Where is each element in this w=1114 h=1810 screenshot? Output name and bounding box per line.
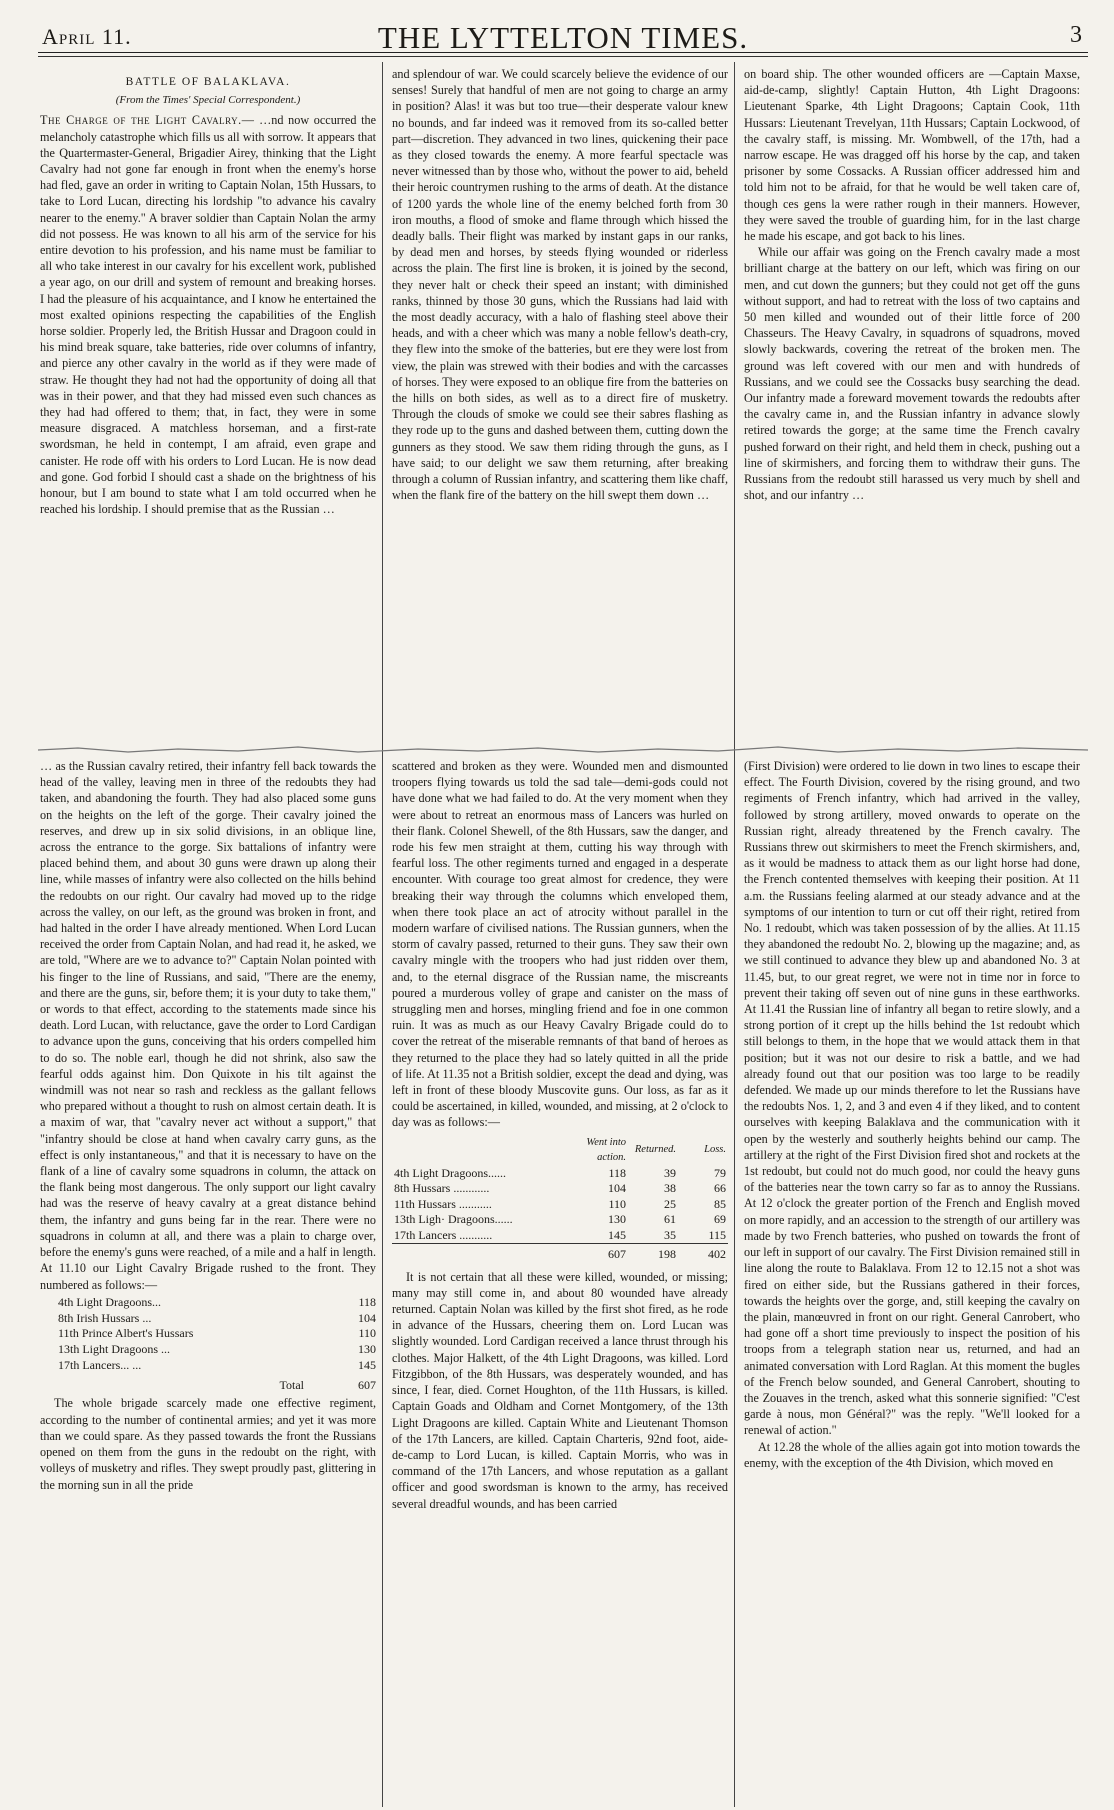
page-tear — [38, 744, 1088, 756]
table-row — [392, 1212, 728, 1228]
loss: 79 — [714, 1165, 726, 1180]
unit-count: 145 — [358, 1357, 376, 1372]
newspaper-title: THE LYTTELTON TIMES. — [377, 20, 749, 55]
table-row — [392, 1228, 728, 1244]
column-2-bottom — [392, 758, 728, 1804]
unit-count: 110 — [358, 1326, 376, 1341]
loss: 66 — [714, 1181, 726, 1196]
list-item — [40, 1326, 376, 1342]
total-returned: 198 — [628, 1244, 678, 1263]
column-header: Went into action. — [586, 1136, 626, 1164]
went-into-action: 130 — [608, 1212, 626, 1227]
returned: 61 — [664, 1212, 676, 1227]
paragraph: … as the Russian cavalry retired, their infantry fell back towards the head of the valley, leaving men in three of the redoubts they had taken, and abandoning the fourth. They had also placed some guns on the heights on the left of the gorge. Their cavalry joined the reserves, and drew up in six solid divisions, in an oblique line, across the entrance to the gorge. Six battalions of infantry were placed behind them, and about 30 guns were drawn up along their line, while masses of infantry were also collected on the hills behind the redoubts on our right. Our cavalry had moved up to the ridge across the valley, on our left, as the ground was broken in front, and had halted in the order I have already mentioned. When Lord Lucan received the order from Captain Nolan, and had read it, he asked, we are told, "Where are we to advance to?" Captain Nolan pointed with his finger to the line of Russians, and said, "There are the enemy, and there are the guns, sir, before them; it is your duty to take them," or words to that effect, according to the statements made since his death. Lord Lucan, with reluctance, gave the order to Lord Cardigan to advance upon the guns, conceiving that his orders compelled him to do so. The noble earl, though he did not shrink, also saw the fearful odds against him. Don Quixote in his tilt against the windmill was not near so rash and reckless as the gallant fellows who prepared without a thought to rush on almost certain death. It is a maxim of war, that "cavalry never act without a support," that "infantry should be close at hand when cavalry carry guns, as the effect is only instantaneous," and that it is necessary to have on the flank of a line of cavalry some squadrons in column, the attack on the flank being most dangerous. The only support our light cavalry had was the reserve of heavy cavalry at a great distance behind them, the infantry and guns being far in the rear. There were no squadrons in column at all, and there was a plain to charge over, before the enemy's guns were reached, of a mile and a half in length. At 11.10 our Light Cavalry Brigade rushed to the front. They numbered as follows:— — [40, 759, 376, 1292]
page-number: 3 — [1070, 22, 1082, 48]
column-3-top — [744, 66, 1080, 742]
paragraph: (First Division) were ordered to lie down in two lines to escape their effect. The Fourth Division, covered by the rising ground, and two regiments of French infantry, which had arrived in the valley, followed by strong artillery, moved onwards to operate on the Russian right, already threatened by the French cavalry. The Russians threw out skirmishers to meet the French skirmishers, and, as it would be madness to attack them as our light horse had done, the French contented themselves with keeping their position. At 11 a.m. the Russians feeling alarmed at our steady advance and at the symptoms of our intention to turn or cut off their right, retired from No. 1 redoubt, which was taken possession of by the allies. At 11.15 they abandoned the redoubt No. 2, blowing up the magazine; and, as we still continued to advance they blew up and abandoned No. 3 at 11.45, but, to our great regret, we were not in time nor in force to prevent their taking off seven out of nine guns in these earthworks. At 11.41 the Russian line of infantry all began to retire slowly, and a strong portion of it crept up the hills behind the 1st redoubt which still belongs to them, in the hope that we would attack them in that position; but it was not our desire to risk a battle, and we had already found out that our position was too large to be readily defended. We made up our minds therefore to let the Russians have the redoubts Nos. 1, 2, and 3 and even 4 if they liked, and to content ourselves with keeping Balaklava and the communication with it open by the westerly and southerly heights behind our camp. The artillery at the right of the First Division fired shot and rockets at the 1st redoubt, but could not do much good, nor could the heavy guns of the batteries near the town carry so far as to annoy the Russians. At 12 o'clock the greater portion of the French and English moved on more rapidly, and an accession to the strength of our artillery was made by two French batteries, who pushed on towards the front of our left in support of our cavalry. The First Division remained still in line along the route to Balaklava. From 12 to 12.15 not a shot was fired on either side, but the Russians gathered in their forces, towards the heights over the gorge, and, still keeping the cavalry on the plain, manœuvred in front on our right. General Canrobert, who had gone off a short time previously to inspect the position of his troops from a telegraph station near us, returned, and had an animated conversation with Lord Raglan. At this moment the bugles of the French below sounded, and General Canrobert, shouting to the Zouaves in the trench, asked what this sonnerie signified: "C'est garde à nous, mon Général?" was the reply. "We'll looked for a renewal of action." — [744, 759, 1080, 1438]
table-row — [392, 1181, 728, 1197]
paragraph: scattered and broken as they were. Wounded men and dismounted troopers flying towards us told the sad tale—demi-gods could not have done what we had failed to do. At the very moment when they were about to retreat an enormous mass of Lancers was hurled on their flank. Colonel Shewell, of the 8th Hussars, saw the danger, and rode his few men straight at them, cutting his way through with fearful loss. The other regiments turned and engaged in a desperate encounter. With courage too great almost for credence, they were breaking their way through the columns which enveloped them, when there took place an act of atrocity without parallel in the modern warfare of civilised nations. The Russian gunners, when the storm of cavalry passed, returned to their guns. They saw their own cavalry mingle with the troopers who had just ridden over them, and, to the eternal disgrace of the Russian name, the miscreants poured a murderous volley of grape and canister on the mass of struggling men and horses, mingling friend and foe in one common ruin. It was as much as our Heavy Cavalry Brigade could do to cover the retreat of the miserable remnants of that band of heroes as they returned to the place they had so lately quitted in all the pride of life. At 11.35 not a British soldier, except the dead and dying, was left in front of these bloody Muscovite guns. Our loss, as far as it could be ascertained, in killed, wounded, and missing, at 2 o'clock to day was as follows:— — [392, 759, 728, 1130]
unit-name: 11th Hussars ........... — [394, 1196, 492, 1211]
column-3-bottom — [744, 758, 1080, 1804]
total-row — [40, 1374, 376, 1394]
loss: 69 — [714, 1212, 726, 1227]
list-item — [40, 1295, 376, 1311]
totals-row — [392, 1244, 728, 1263]
loss: 115 — [708, 1227, 726, 1242]
totals-spacer — [392, 1244, 578, 1263]
returned: 25 — [664, 1196, 676, 1211]
paragraph: The whole brigade scarcely made one effective regiment, according to the number of continental armies; and yet it was more than we could spare. As they passed towards the front the Russians opened on them from the guns in the redoubt on the right, with volleys of musketry and rifles. They swept proudly past, glittering in the morning sun in all the pride — [40, 1396, 376, 1492]
loss-table — [392, 1135, 728, 1263]
unit-name: 8th Hussars ............ — [394, 1181, 490, 1196]
unit-count: 118 — [358, 1294, 376, 1309]
paragraph: and splendour of war. We could scarcely believe the evidence of our senses! Surely that handful of men are not going to charge an army in position? Alas! it was but too true—their desperate valour knew no bounds, and far indeed was it removed from its so-called better part—discretion. They advanced in two lines, quickening their pace as they closed towards the enemy. A more fearful spectacle was never witnessed than by those who, without the power to aid, beheld their heroic countrymen rushing to the arms of death. At the distance of 1200 yards the whole line of the enemy belched forth from 30 iron mouths, a flood of smoke and flame through which hissed the deadly balls. Their flight was marked by instant gaps in our ranks, by dead men and horses, by steeds flying wounded or riderless across the plain. The first line is broken, it is joined by the second, they never halt or check their speed an instant; with diminished ranks, thinned by those 30 guns, which the Russians had laid with the most deadly accuracy, with a halo of flashing steel above their heads, and with a cheer which was many a noble fellow's death-cry, they flew into the smoke of the batteries, but ere they were lost from view, the plain was strewed with their bodies and with the carcasses of horses. They were exposed to an oblique fire from the batteries on the hills on both sides, as well as to a direct fire of musketry. Through the clouds of smoke we could see their sabres flashing as they rode up to the guns and dashed between them, cutting down the gunners as they stood. We saw them riding through the guns, as I have said; to our delight we saw them returning, after breaking through a column of Russian infantry, and scattering them like chaff, when the flank fire of the battery on the hill swept them down … — [392, 67, 728, 503]
unit-count: 130 — [358, 1342, 376, 1357]
paragraph-text: …nd now occurred the melancholy catastrophe which fills us all with sorrow. It appears that the Quartermaster-General, Brigadier Airey, thinking that the Light Cavalry had not gone far enough in front when the enemy's horse had fled, gave an order in writing to Captain Nolan, 15th Hussars, to take to Lord Lucan, directing his lordship "to advance his cavalry nearer to the enemy." A braver soldier than Captain Nolan the army did not possess. He was known to all his arm of the service for his entire devotion to his profession, and his name must be familiar to all who take interest in our cavalry for his excellent work, published a year ago, on our drill and system of remount and breaking horses. I had the pleasure of his acquaintance, and I know he entertained the most exalted opinions respecting the capabilities of the English horse soldier. Properly led, the British Hussar and Dragoon could in his mind break square, take batteries, ride over columns of infantry, and pierce any other cavalry in the world as if they were made of straw. He thought they had not had the opportunity of doing all that was in their power, and that they had missed even such chances as they had had offered to them; that, in fact, they were in some measure disgraced. A matchless horseman, and a first-rate swordsman, he held in contempt, I am afraid, even grape and canister. He rode off with his orders to Lord Lucan. He is now dead and gone. God forbid I should cast a shade on the brightness of his honour, but I am bound to state what I am told occurred when he reached his lordship. I should premise that as the Russian … — [40, 113, 376, 517]
column-rule — [734, 62, 735, 1807]
unit-name: 13th Ligh· Dragoons...... — [394, 1212, 513, 1227]
went-into-action: 118 — [608, 1165, 626, 1180]
paragraph: While our affair was going on the French cavalry made a most brilliant charge at the battery on our left, which was firing on our men, and cut down the gunners; but they could not get off the guns without support, and had to retreat with the loss of two captains and 50 men killed and wounded out of their little force of 200 Chasseurs. The Heavy Cavalry, in squadrons of squadrons, moved slowly backwards, covering the retreat of the broken men. The ground was left covered with our men and with hundreds of Russians, and we could see the Cossacks busy searching the dead. Our infantry made a foreward movement towards the redoubts after the cavalry came in, and the Russian infantry in advance slowly retired towards the gorge; at the same time the French cavalry pushed forward on their right, and held them in check, pushing out a line of skirmishers, and forcing them to withdraw their guns. The Russians from the redoubt still harassed us very much by shell and shot, and our infantry … — [744, 245, 1080, 503]
table-header-row — [392, 1135, 728, 1166]
article-subheading: (From the Times' Special Correspondent.) — [115, 94, 301, 107]
paragraph — [40, 112, 376, 517]
table-row — [392, 1197, 728, 1213]
unit-name: 8th Irish Hussars ... — [58, 1310, 152, 1325]
loss: 85 — [714, 1196, 726, 1211]
total-loss: 402 — [678, 1244, 728, 1263]
unit-name: 11th Prince Albert's Hussars — [58, 1326, 194, 1341]
unit-name: 4th Light Dragoons...... — [394, 1165, 506, 1180]
paragraph: At 12.28 the whole of the allies again got into motion towards the enemy, with the exception of the 4th Division, which moved en — [744, 1439, 1080, 1470]
returned: 35 — [664, 1227, 676, 1242]
list-item — [40, 1358, 376, 1374]
list-item — [40, 1342, 376, 1358]
issue-date: April 11. — [42, 24, 132, 49]
table-row — [392, 1166, 728, 1182]
went-into-action: 145 — [608, 1227, 626, 1242]
header-spacer — [392, 1135, 578, 1166]
paragraph: on board ship. The other wounded officers are —Captain Maxse, aid-de-camp, slightly! Captain Hutton, 4th Light Dragoons: Lieutenant Sparke, 4th Light Dragoons; Captain Cook, 11th Hussars: Lieutenant Trevelyan, 11th Hussars; Captain Lockwood, of the cavalry staff, is missing. Mr. Wombwell, of the 17th, had a narrow escape. He was dragged off his horse by the cap, and taken prisoner by some Cossacks. A Russian officer addressed him and told him not to be afraid, for that he would be well taken care of, though ces gens la were rather rough in their manners. However, they were saved the trouble of guarding him, for in the last charge he made his escape, and got back to his lines. — [744, 67, 1080, 244]
masthead-rule — [38, 56, 1088, 57]
went-into-action: 110 — [608, 1196, 626, 1211]
unit-name: 4th Light Dragoons... — [58, 1294, 161, 1309]
total-went: 607 — [578, 1244, 628, 1263]
returned: 39 — [664, 1165, 676, 1180]
went-into-action: 104 — [608, 1181, 626, 1196]
section-lead: The Charge of the Light Cavalry.— — [40, 113, 255, 128]
masthead — [38, 14, 1088, 53]
column-1-top — [40, 66, 376, 742]
unit-name: 17th Lancers ........... — [394, 1227, 493, 1242]
unit-name: 17th Lancers... ... — [58, 1357, 142, 1372]
column-header: Returned. — [634, 1144, 676, 1156]
unit-name: 13th Light Dragoons ... — [58, 1342, 170, 1357]
article-heading: BATTLE OF BALAKLAVA. — [125, 76, 291, 88]
column-2-top — [392, 66, 728, 742]
column-rule — [382, 62, 383, 1807]
total-value: 607 — [358, 1377, 376, 1392]
brigade-list — [40, 1295, 376, 1394]
total-label: Total — [279, 1377, 304, 1392]
column-header: Loss. — [704, 1144, 726, 1156]
paragraph: It is not certain that all these were killed, wounded, or missing; many may still come in, and about 80 wounded have already returned. Captain Nolan was killed by the first shot fired, as he rode in advance of the Hussars, cheering them on. Lord Lucan was slightly wounded. Lord Cardigan received a lance thrust through his clothes. Major Halkett, of the 4th Light Dragoons, was killed. Lord Fitzgibbon, of the 8th Hussars, was desperately wounded, and has since, I fear, died. Cornet Houghton, of the 11th Hussars, is killed. Captain Goads and Oldham and Cornet Montgomery, of the 13th Light Dragoons are killed. Captain White and Lieutenant Thomson of the 17th Lancers, are killed. Captain Charteris, 92nd foot, aide-de-camp to Lord Lucan, is killed. Captain Morris, who was in command of the 17th Lancers, and whose reputation as a gallant officer and good swordsman is known to the army, has received several dreadful wounds, and has been carried — [392, 1269, 728, 1511]
unit-count: 104 — [358, 1310, 376, 1325]
returned: 38 — [664, 1181, 676, 1196]
list-item — [40, 1311, 376, 1327]
column-1-bottom — [40, 758, 376, 1804]
